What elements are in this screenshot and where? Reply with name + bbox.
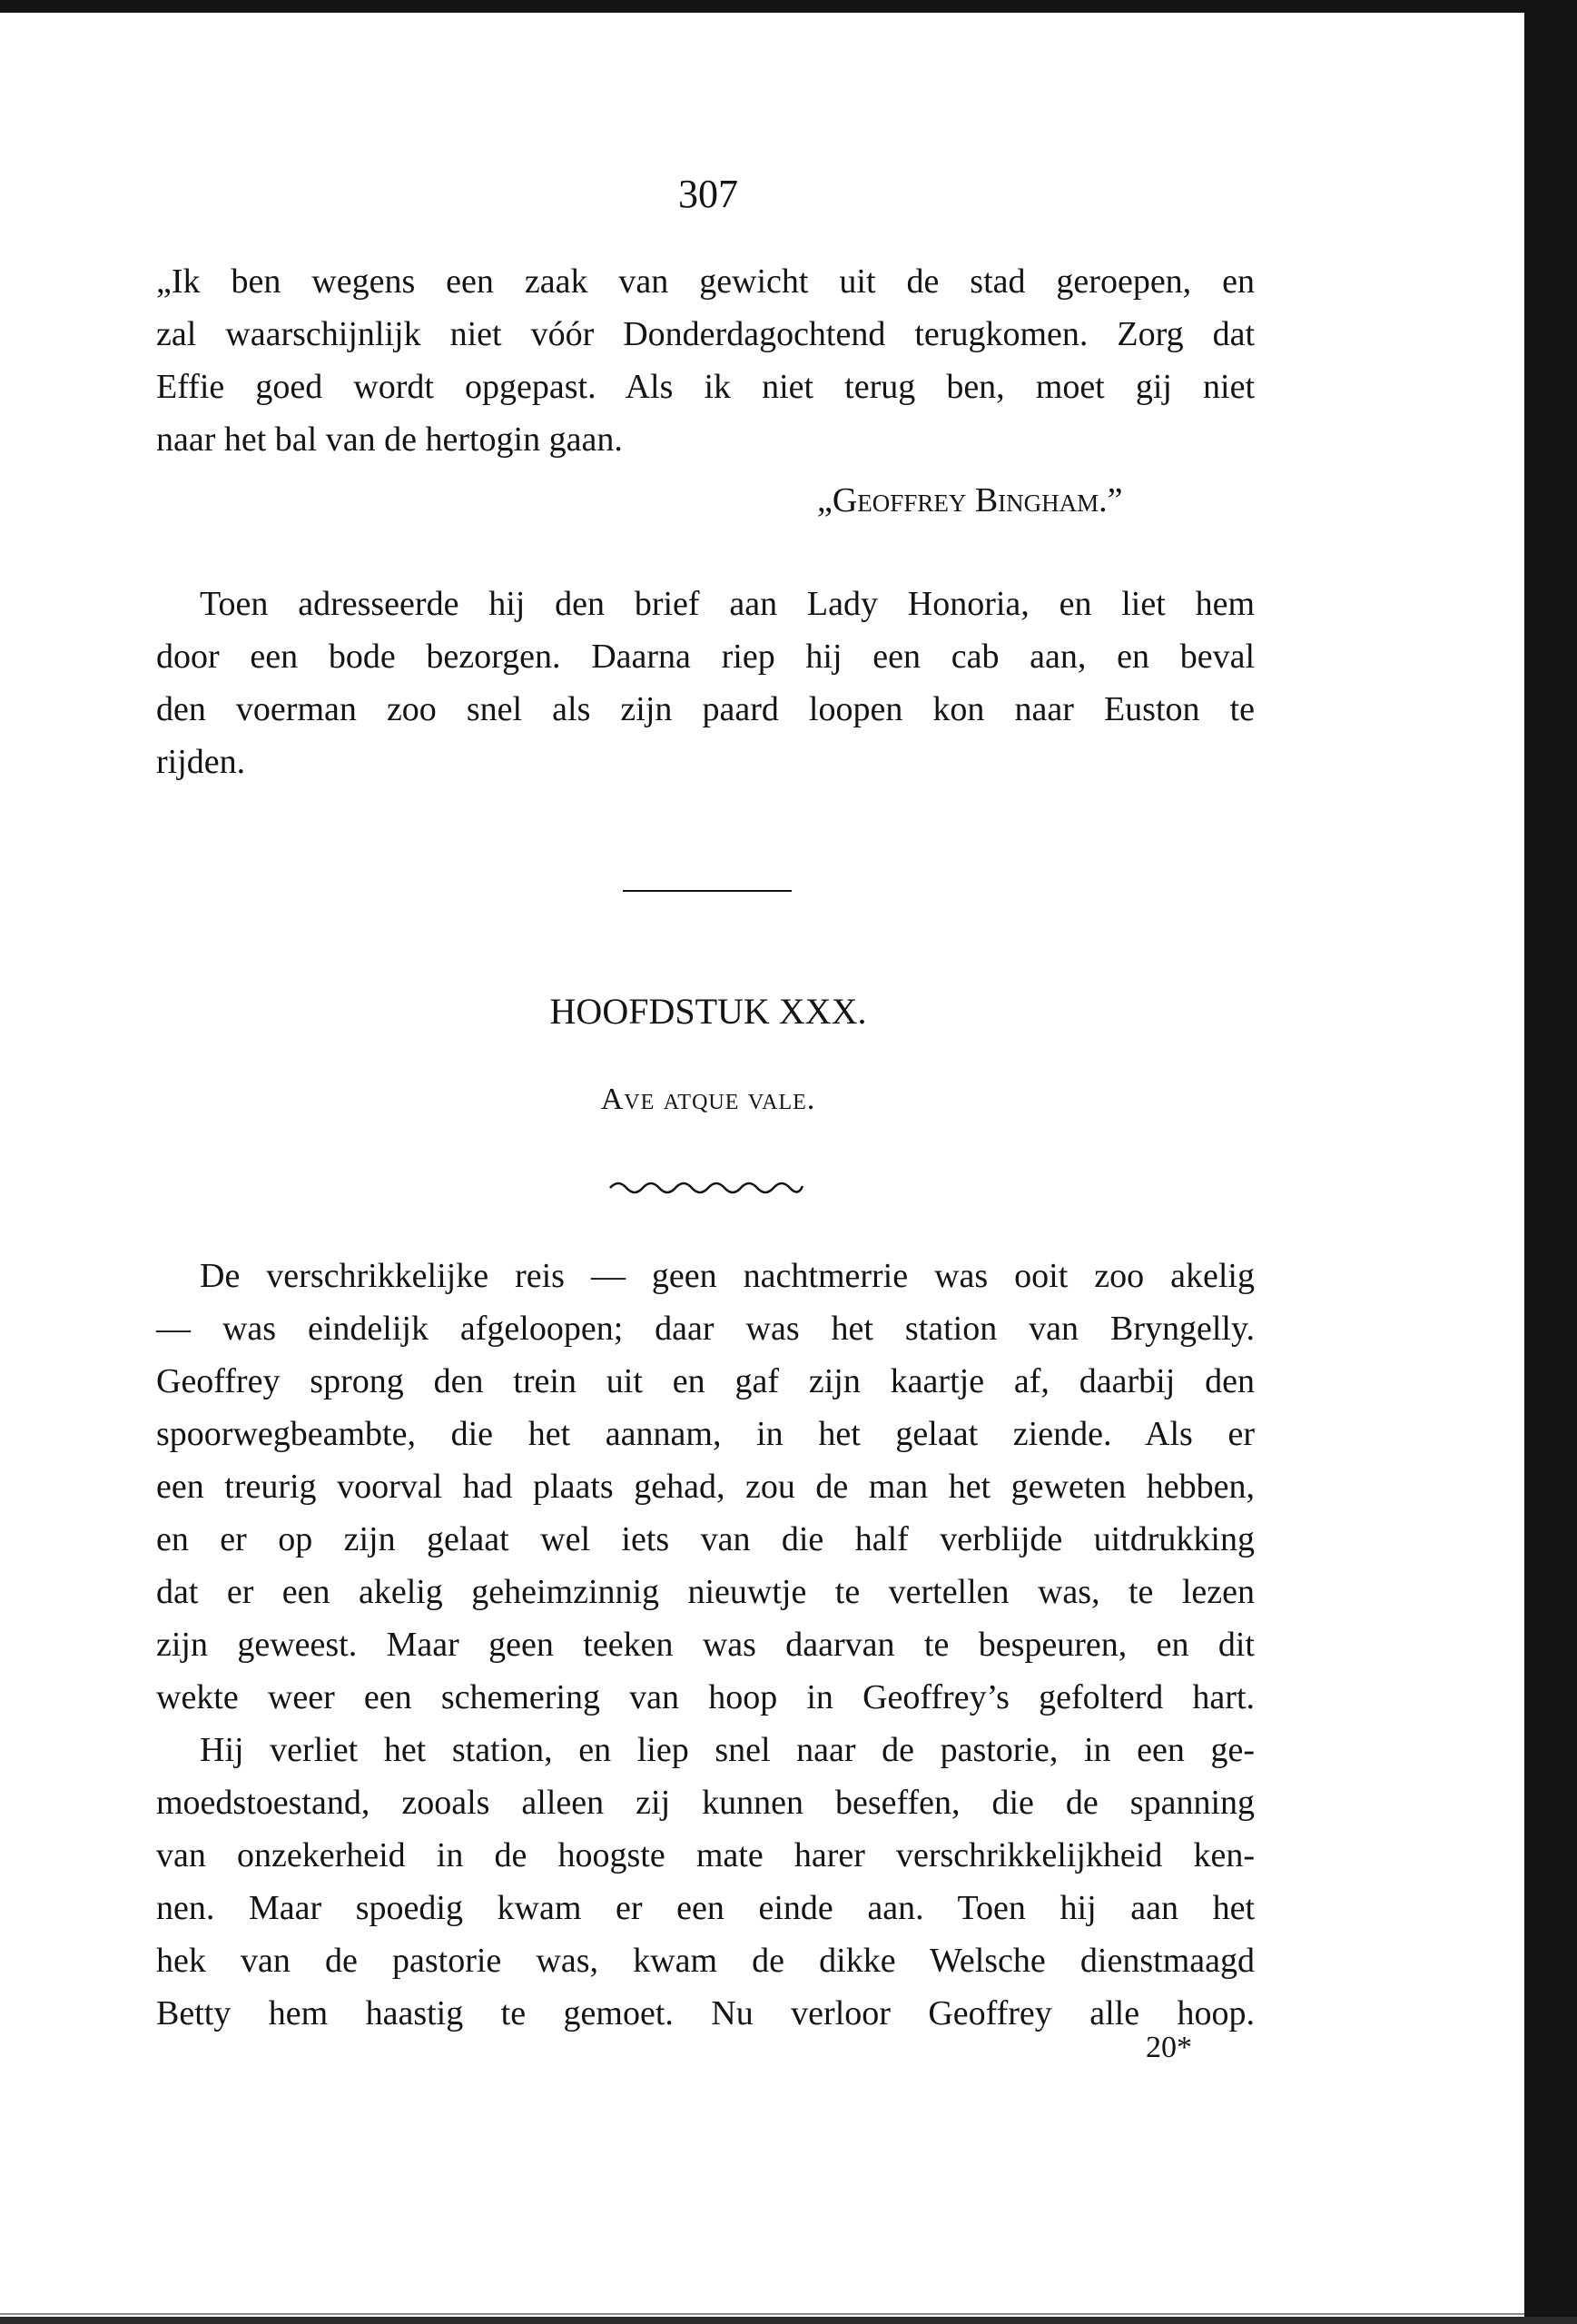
paragraph-line: wekte weer een schemering van hoop in Geoffrey’s gefolterd hart. bbox=[156, 1678, 1255, 1716]
paragraph-line: De verschrikkelijke reis — geen nachtmerrie was ooit zoo akelig bbox=[200, 1257, 1255, 1295]
paragraph-line: en er op zijn gelaat wel iets van die half verblijde uitdrukking bbox=[156, 1520, 1255, 1558]
paragraph-one bbox=[156, 1250, 1255, 1724]
wavy-ornament-icon bbox=[608, 1177, 804, 1199]
narrative-line: door een bode bezorgen. Daarna riep hij een cab aan, en beval bbox=[156, 638, 1255, 676]
chapter-title: HOOFDSTUK XXX. bbox=[549, 991, 867, 1032]
letter-line: Effie goed wordt opgepast. Als ik niet terug ben, moet gij niet bbox=[156, 368, 1255, 406]
paragraph-line: Hij verliet het station, en liep snel naar de pastorie, in een ge- bbox=[200, 1731, 1255, 1769]
narrative-line: Toen adresseerde hij den brief aan Lady Honoria, en liet hem bbox=[200, 585, 1255, 623]
letter-line: zal waarschijnlijk niet vóór Donderdagochtend terugkomen. Zorg dat bbox=[156, 315, 1255, 353]
paragraph-line: — was eindelijk afgeloopen; daar was het station van Bryngelly. bbox=[156, 1310, 1255, 1348]
paragraph-two bbox=[156, 1724, 1255, 2040]
letter-line: naar het bal van de hertogin gaan. bbox=[156, 420, 623, 459]
paragraph-line: van onzekerheid in de hoogste mate harer verschrikkelijkheid ken- bbox=[156, 1836, 1255, 1874]
paragraph-line: Geoffrey sprong den trein uit en gaf zijn kaartje af, daarbij den bbox=[156, 1362, 1255, 1400]
narrative-line: den voerman zoo snel als zijn paard loopen kon naar Euston te bbox=[156, 690, 1255, 728]
scan-top-edge bbox=[0, 0, 1577, 13]
paragraph-line: zijn geweest. Maar geen teeken was daarvan te bespeuren, en dit bbox=[156, 1626, 1255, 1664]
scan-right-edge bbox=[1524, 0, 1577, 2324]
printer-signature-mark: 20* bbox=[1146, 2031, 1192, 2064]
paragraph-line: moedstoestand, zooals alleen zij kunnen beseffen, die de spanning bbox=[156, 1784, 1255, 1822]
letter-line: „Ik ben wegens een zaak van gewicht uit de stad geroepen, en bbox=[156, 262, 1255, 301]
paragraph-line: een treurig voorval had plaats gehad, zou de man het geweten hebben, bbox=[156, 1468, 1255, 1506]
letter-text bbox=[156, 255, 1255, 466]
page-number: 307 bbox=[678, 172, 738, 216]
paragraph-line: nen. Maar spoedig kwam er een einde aan. Toen hij aan het bbox=[156, 1889, 1255, 1927]
section-divider-rule bbox=[623, 890, 792, 892]
paragraph-line: Betty hem haastig te gemoet. Nu verloor Geoffrey alle hoop. bbox=[156, 1994, 1255, 2032]
scan-bottom-line bbox=[0, 2313, 1524, 2315]
narrative-paragraph bbox=[156, 578, 1255, 788]
paragraph-line: hek van de pastorie was, kwam de dikke Welsche dienstmaagd bbox=[156, 1942, 1255, 1980]
scan-bottom-edge bbox=[0, 2317, 1577, 2324]
chapter-subtitle: Ave atque vale. bbox=[600, 1083, 816, 1116]
paragraph-line: dat er een akelig geheimzinnig nieuwtje te vertellen was, te lezen bbox=[156, 1573, 1255, 1611]
paragraph-line: spoorwegbeambte, die het aannam, in het gelaat ziende. Als er bbox=[156, 1415, 1255, 1453]
narrative-line: rijden. bbox=[156, 743, 246, 781]
letter-signature: „Geoffrey Bingham.” bbox=[817, 481, 1123, 519]
